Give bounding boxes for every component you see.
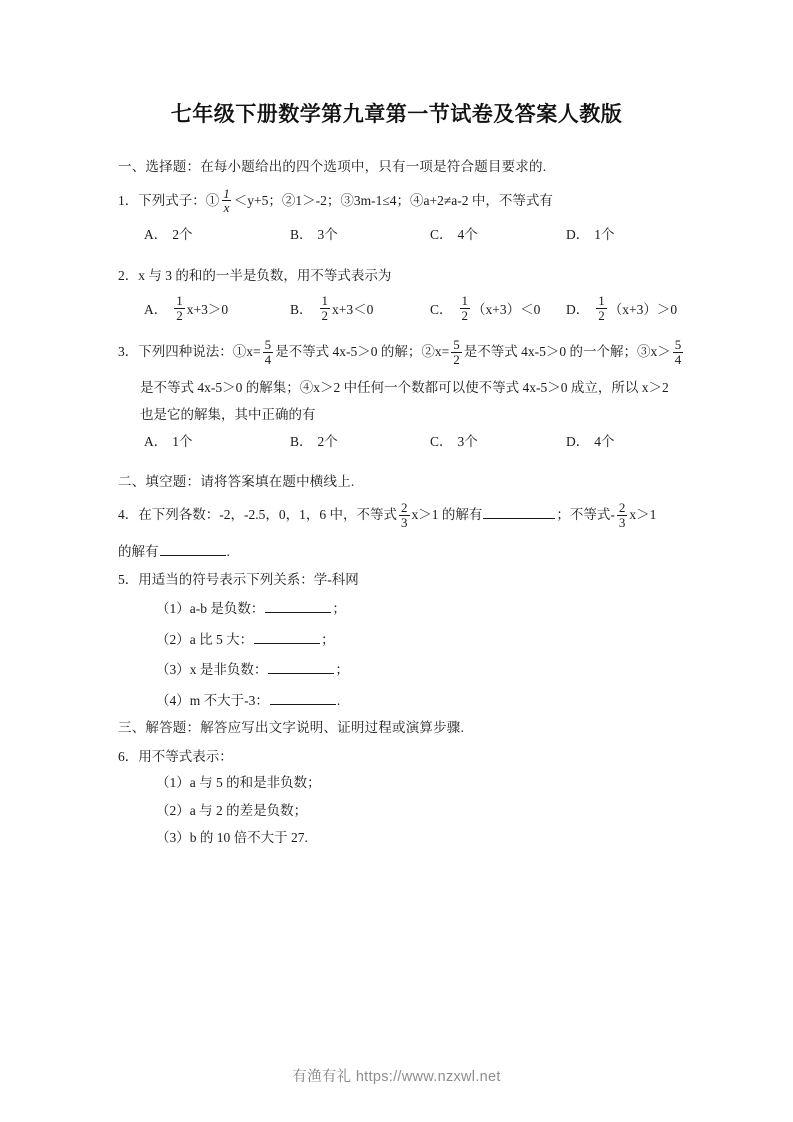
fraction-denominator: 2 — [176, 307, 183, 323]
option-2-b-text: x+3＜0 — [332, 301, 374, 317]
question-5-item-1-label: （1） — [156, 601, 190, 617]
question-3-stem-line-2: 是不等式 4x-5＞0 的解集；④x＞2 中任何一个数都可以使不等式 4x-5＞0 成立，所以 x＞2 — [140, 379, 669, 395]
fraction-denominator: 3 — [401, 514, 408, 530]
question-5-stem — [118, 572, 696, 588]
fraction-five-fourths — [673, 338, 684, 366]
option-1-a-text: 2个 — [172, 226, 193, 242]
question-6-stem — [118, 749, 696, 765]
fraction-denominator: 2 — [321, 307, 329, 323]
option-3-c[interactable] — [430, 435, 478, 449]
answer-blank-5-1[interactable] — [265, 599, 331, 613]
question-4-text-5: 的解有 — [118, 544, 159, 560]
fraction-numerator: 1 — [321, 293, 329, 309]
fraction-two-thirds — [617, 501, 628, 529]
option-1-a-label: A． — [144, 226, 168, 242]
option-3-c-label: C． — [430, 433, 453, 449]
question-3-stem-line-1 — [118, 339, 696, 367]
question-4-number: 4． — [118, 507, 139, 523]
option-3-d[interactable] — [566, 435, 615, 449]
option-2-d[interactable] — [566, 295, 677, 323]
question-5-item-1-text: a-b 是负数： — [189, 601, 265, 617]
answer-blank-5-4[interactable] — [270, 691, 336, 705]
question-5-item-3-tail: ； — [335, 662, 349, 678]
fraction-denominator: 2 — [598, 307, 605, 323]
question-4-text-1: 在下列各数：-2，-2.5，0，1，6 中，不等式 — [138, 507, 397, 523]
option-2-d-text: （x+3）＞0 — [608, 301, 678, 317]
fraction-denominator: 2 — [461, 307, 469, 323]
question-4-stem-line-2 — [118, 542, 696, 560]
fraction-denominator: 4 — [674, 351, 682, 367]
option-2-c[interactable] — [430, 295, 540, 323]
fraction-one-over-x — [221, 187, 232, 215]
option-3-b-text: 2个 — [317, 433, 338, 449]
option-2-a-text: x+3＞0 — [186, 301, 229, 317]
question-3-options — [118, 435, 696, 465]
option-1-c[interactable] — [430, 228, 478, 242]
question-5-item-3-text: x 是非负数： — [189, 662, 268, 678]
question-6-item-1-text: a 与 5 的和是非负数； — [189, 775, 321, 791]
option-3-d-text: 4个 — [594, 433, 615, 449]
question-4-text-2: x＞1 的解有 — [411, 507, 483, 523]
question-1-stem-pre: 下列式子：① — [138, 192, 220, 208]
question-5-item-2-text: a 比 5 大： — [189, 631, 254, 647]
fraction-denominator: 3 — [618, 514, 626, 530]
question-5-number: 5． — [118, 571, 139, 587]
question-6-item-3-text: b 的 10 倍不大于 27. — [189, 830, 308, 846]
question-1-stem-post: ＜y+5；②1＞-2；③3m-1≤4；④a+2≠a-2 中，不等式有 — [233, 192, 553, 208]
section-heading-three: 三、解答题：解答应写出文字说明、证明过程或演算步骤. — [118, 720, 465, 736]
document-body — [118, 160, 696, 859]
option-1-d-label: D． — [566, 226, 590, 242]
question-2-number: 2． — [118, 267, 139, 283]
question-3-number: 3． — [118, 344, 139, 360]
question-6-item-2 — [118, 804, 696, 818]
question-6-item-1 — [118, 776, 696, 790]
option-3-d-label: D． — [566, 433, 590, 449]
option-1-c-label: C． — [430, 226, 453, 242]
question-3-text-a: 下列四种说法：①x= — [138, 344, 261, 360]
question-3-stem-line-3: 也是它的解集，其中正确的有 — [140, 407, 316, 423]
fraction-one-half — [596, 294, 607, 322]
page-title: 七年级下册数学第九章第一节试卷及答案人教版 — [170, 102, 623, 126]
fraction-five-fourths — [263, 338, 274, 366]
question-6-item-3 — [118, 831, 696, 845]
fraction-numerator: 2 — [618, 500, 626, 516]
question-5-item-4-tail: . — [336, 692, 341, 708]
question-5-item-2 — [118, 630, 696, 647]
question-6-item-2-label: （2） — [156, 802, 190, 818]
question-5-item-2-tail: ； — [321, 631, 335, 647]
answer-blank-4-1[interactable] — [483, 505, 555, 519]
question-4-stem-line-1 — [118, 502, 696, 530]
question-6-item-1-label: （1） — [156, 775, 190, 791]
question-5-item-1 — [118, 599, 696, 616]
question-4-text-6: . — [226, 544, 230, 560]
fraction-one-half — [460, 294, 471, 322]
page-footer — [0, 1065, 793, 1086]
question-6-stem-text: 用不等式表示： — [138, 748, 233, 764]
question-5-item-4 — [118, 691, 696, 708]
fraction-numerator: 1 — [176, 293, 183, 309]
question-2-stem-text: x 与 3 的和的一半是负数，用不等式表示为 — [138, 267, 392, 283]
question-5-stem-text: 用适当的符号表示下列关系：学-科网 — [138, 571, 359, 587]
question-5-item-4-text: m 不大于-3： — [189, 692, 269, 708]
footer-brand: 有渔有礼 — [292, 1069, 352, 1085]
option-1-b-text: 3个 — [317, 226, 338, 242]
question-5-item-2-label: （2） — [156, 631, 190, 647]
footer-url[interactable]: https://www.nzxwl.net — [355, 1069, 501, 1085]
question-6-item-2-text: a 与 2 的差是负数； — [189, 802, 308, 818]
fraction-two-thirds — [399, 501, 410, 529]
option-2-b-label: B． — [290, 301, 313, 317]
option-3-b-label: B． — [290, 433, 313, 449]
answer-blank-5-2[interactable] — [254, 630, 320, 644]
option-1-d[interactable] — [566, 228, 615, 242]
question-1-stem — [118, 185, 696, 216]
fraction-five-halves — [451, 338, 462, 366]
fraction-denominator: 4 — [264, 351, 272, 367]
question-6-item-3-label: （3） — [156, 830, 190, 846]
section-heading-one: 一、选择题：在每小题给出的四个选项中，只有一项是符合题目要求的. — [118, 159, 547, 174]
question-4-text-3: ；不等式- — [556, 507, 615, 523]
fraction-numerator: 5 — [453, 337, 460, 353]
question-1-options — [118, 228, 696, 258]
question-5-item-4-label: （4） — [156, 692, 190, 708]
option-3-a[interactable] — [144, 435, 193, 449]
option-1-c-text: 4个 — [457, 226, 478, 242]
option-1-b-label: B． — [290, 226, 313, 242]
fraction-one-half — [320, 294, 331, 322]
fraction-numerator: 5 — [264, 337, 272, 353]
question-1-number: 1． — [118, 192, 139, 208]
option-2-c-text: （x+3）＜0 — [472, 301, 541, 317]
option-3-b[interactable] — [290, 435, 338, 449]
option-2-d-label: D． — [566, 301, 590, 317]
question-4-text-4: x＞1 — [629, 507, 657, 523]
fraction-numerator: 5 — [674, 337, 682, 353]
question-2-stem — [118, 268, 696, 284]
fraction-numerator: 2 — [401, 500, 408, 516]
question-3-text-b: 是不等式 4x-5＞0 的解；②x= — [275, 344, 450, 360]
answer-blank-4-2[interactable] — [160, 542, 226, 556]
question-2-options — [118, 295, 696, 329]
fraction-denominator: 2 — [453, 351, 460, 367]
option-2-a[interactable] — [144, 295, 228, 323]
option-2-c-label: C． — [430, 301, 453, 317]
fraction-one-half — [174, 294, 185, 322]
option-1-b[interactable] — [290, 228, 338, 242]
question-5-item-1-tail: ； — [332, 601, 346, 617]
option-3-a-label: A． — [144, 433, 168, 449]
question-3-text-c: 是不等式 4x-5＞0 的一个解；③x＞ — [463, 344, 671, 360]
fraction-numerator: 1 — [598, 293, 605, 309]
section-heading-two: 二、填空题：请将答案填在题中横线上. — [118, 473, 355, 489]
fraction-numerator: 1 — [223, 185, 230, 201]
option-1-d-text: 1个 — [594, 226, 615, 242]
option-2-a-label: A． — [144, 301, 168, 317]
question-5-item-3-label: （3） — [156, 662, 190, 678]
option-3-a-text: 1个 — [172, 433, 193, 449]
option-3-c-text: 3个 — [457, 433, 478, 449]
fraction-denominator: x — [223, 200, 230, 216]
fraction-numerator: 1 — [461, 293, 469, 309]
answer-blank-5-3[interactable] — [268, 660, 334, 674]
question-6-number: 6． — [118, 748, 139, 764]
option-2-b[interactable] — [290, 295, 373, 323]
option-1-a[interactable] — [144, 228, 193, 242]
question-5-item-3 — [118, 660, 696, 677]
